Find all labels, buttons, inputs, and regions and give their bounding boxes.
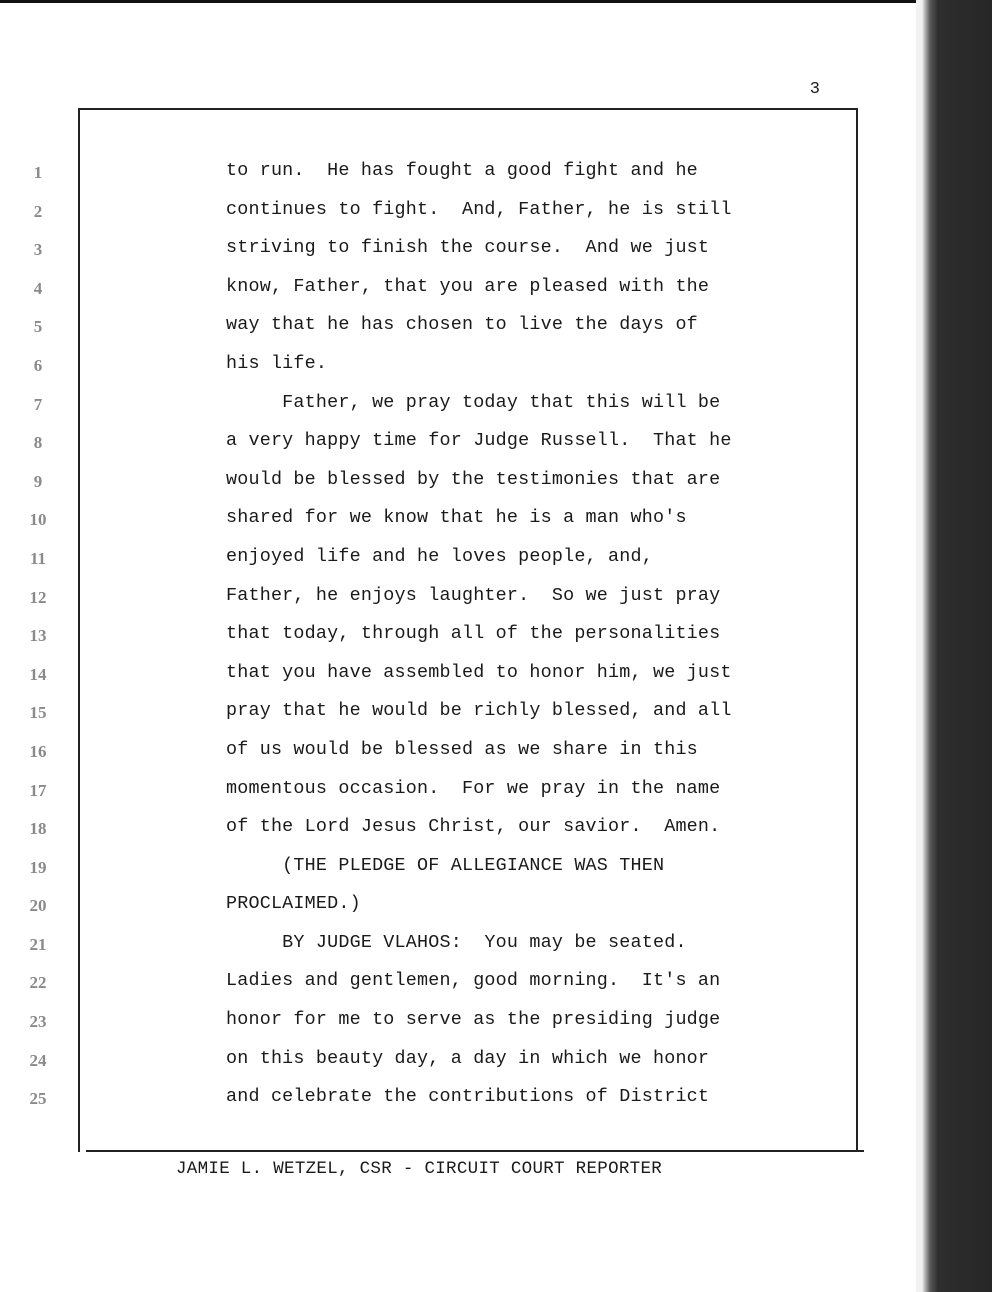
line-number: 15	[29, 703, 47, 723]
transcript-line: way that he has chosen to live the days of	[226, 314, 698, 336]
transcript-line: of us would be blessed as we share in this	[226, 738, 698, 760]
line-number: 5	[33, 317, 43, 337]
line-number: 24	[29, 1050, 47, 1070]
line-number: 22	[29, 973, 47, 993]
transcript-line: his life.	[226, 352, 328, 374]
line-number: 18	[29, 819, 47, 839]
line-number: 7	[33, 394, 43, 414]
line-number: 13	[29, 626, 47, 646]
transcript-line: that today, through all of the personalities	[226, 623, 721, 645]
scan-top-edge	[0, 0, 992, 3]
transcript-line: to run. He has fought a good fight and he	[226, 160, 698, 181]
transcript-frame-bottom	[86, 1150, 864, 1152]
line-number: 21	[29, 934, 47, 954]
transcript-line: PROCLAIMED.)	[226, 893, 361, 915]
line-number: 25	[29, 1089, 47, 1109]
transcript-line: BY JUDGE VLAHOS: You may be seated.	[226, 931, 687, 953]
transcript-line: honor for me to serve as the presiding judge	[226, 1009, 721, 1031]
transcript-line: would be blessed by the testimonies that are	[226, 468, 721, 490]
transcript-line: momentous occasion. For we pray in the name	[226, 777, 721, 799]
line-number: 20	[29, 896, 47, 916]
transcript-line: (THE PLEDGE OF ALLEGIANCE WAS THEN	[226, 854, 665, 876]
line-number: 16	[29, 741, 47, 761]
transcript-line: shared for we know that he is a man who's	[226, 507, 687, 529]
line-number: 12	[29, 587, 47, 607]
transcript-line: Ladies and gentlemen, good morning. It's an	[226, 970, 721, 992]
line-number: 19	[29, 857, 47, 877]
line-number: 8	[33, 433, 43, 453]
transcript-line: that you have assembled to honor him, we just	[226, 661, 732, 683]
line-number: 11	[29, 548, 47, 568]
line-number: 17	[29, 780, 47, 800]
transcript-line: continues to fight. And, Father, he is still	[226, 198, 732, 220]
line-number: 10	[29, 510, 47, 530]
transcript-line: know, Father, that you are pleased with the	[226, 275, 710, 297]
scan-right-edge	[916, 0, 992, 1292]
transcript-line: pray that he would be richly blessed, and all	[226, 700, 732, 722]
line-number: 14	[29, 664, 47, 684]
line-number: 4	[33, 278, 43, 298]
line-number: 3	[33, 240, 43, 260]
transcript-text	[226, 160, 826, 1125]
line-number: 2	[33, 201, 43, 221]
reporter-footer: JAMIE L. WETZEL, CSR - CIRCUIT COURT REPORTER	[176, 1159, 663, 1179]
transcript-line: Father, we pray today that this will be	[226, 391, 721, 413]
transcript-line: enjoyed life and he loves people, and,	[226, 545, 653, 567]
page-number: 3	[809, 80, 820, 99]
transcript-line: and celebrate the contributions of District	[226, 1086, 710, 1108]
transcript-line: on this beauty day, a day in which we honor	[226, 1047, 710, 1069]
line-number: 6	[33, 355, 43, 375]
transcript-line: striving to finish the course. And we just	[226, 237, 710, 259]
transcript-line: Father, he enjoys laughter. So we just pray	[226, 584, 721, 606]
line-number-column	[18, 162, 58, 1127]
transcript-line: a very happy time for Judge Russell. That he	[226, 430, 732, 452]
line-number: 1	[33, 163, 43, 182]
line-number: 23	[29, 1012, 47, 1032]
line-number: 9	[33, 471, 43, 491]
transcript-line: of the Lord Jesus Christ, our savior. Amen.	[226, 816, 721, 838]
